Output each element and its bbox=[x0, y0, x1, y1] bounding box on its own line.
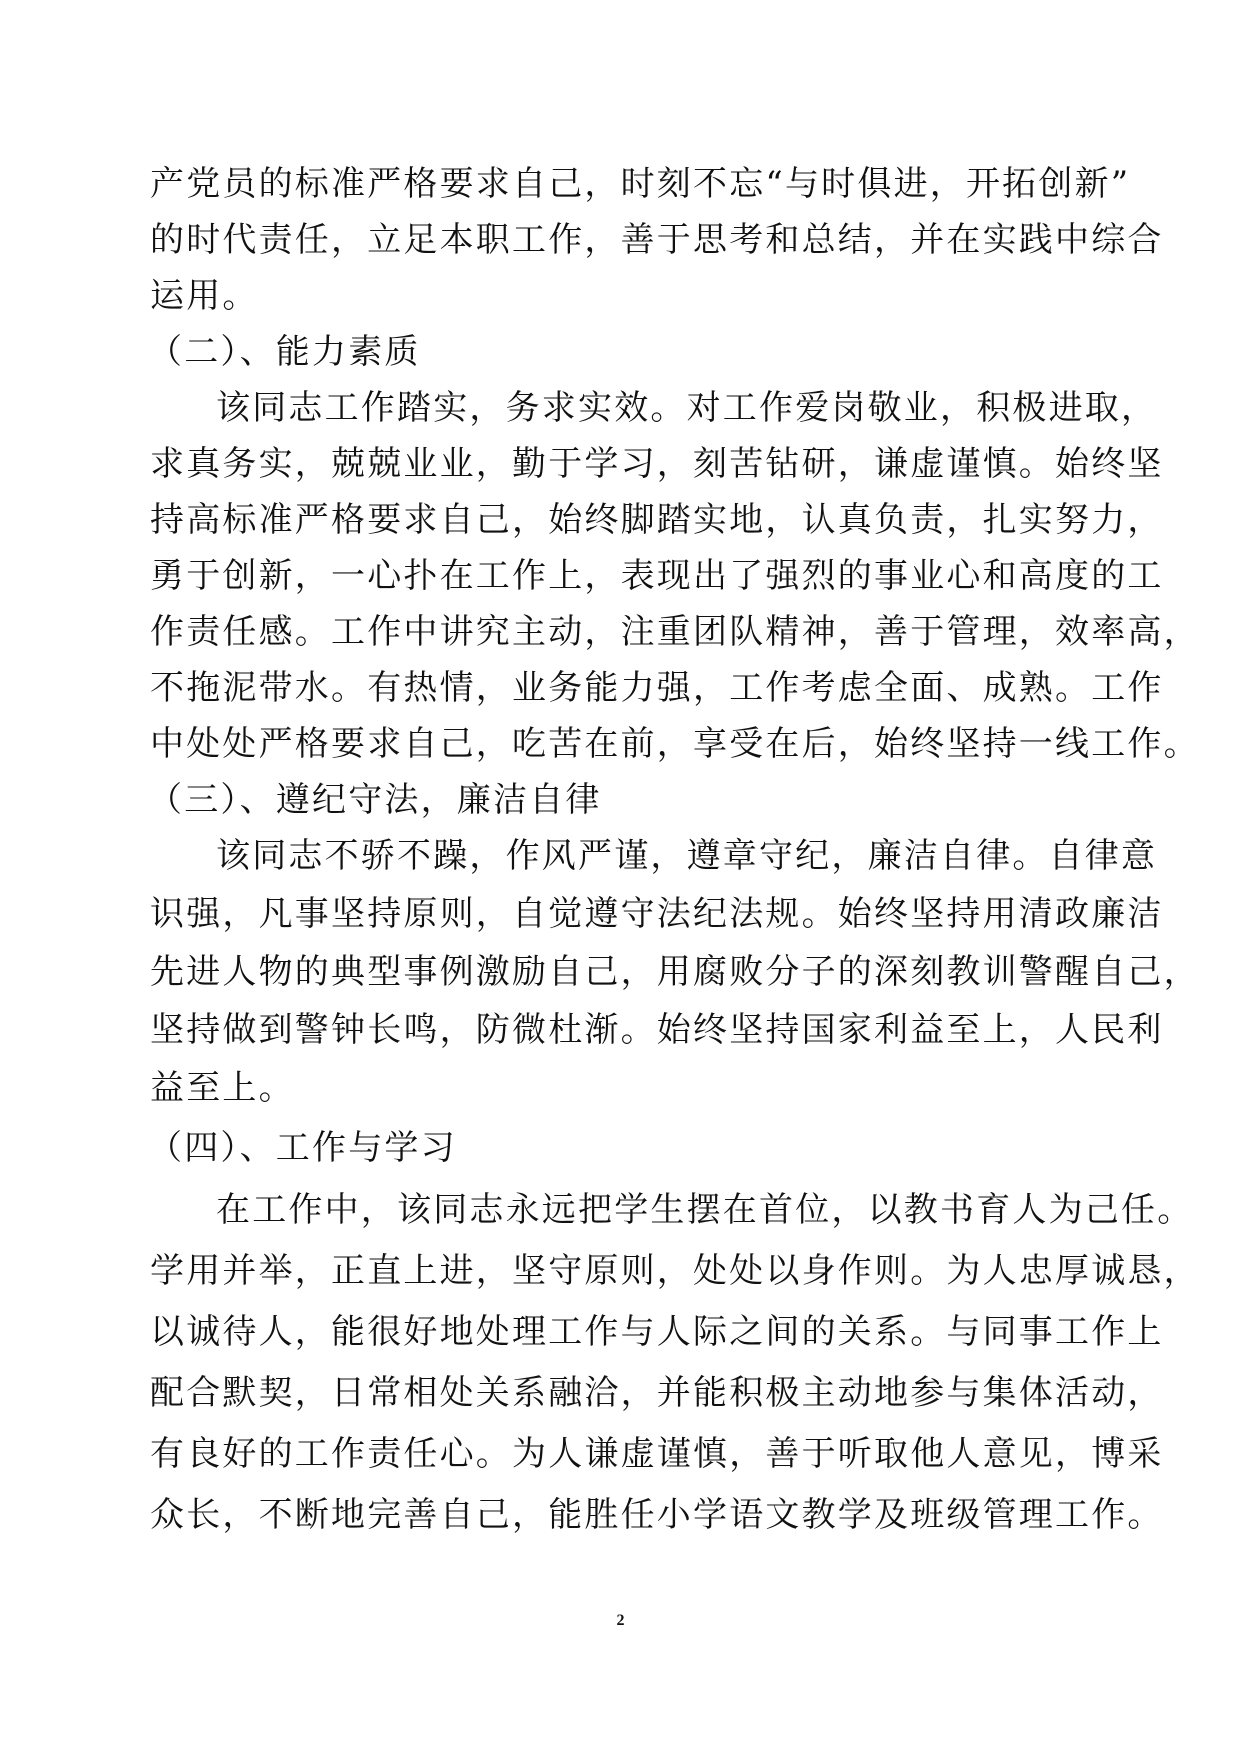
paragraph-first-line: 该同志不骄不躁，作风严谨，遵章守纪，廉洁自律。自律意 bbox=[216, 836, 1158, 876]
body-text-line: 以诚待人，能很好地处理工作与人际之间的关系。与同事工作上 bbox=[150, 1312, 1164, 1352]
paragraph-first-line: 在工作中，该同志永远把学生摆在首位，以教书育人为己任。 bbox=[216, 1190, 1194, 1230]
page-number: 2 bbox=[616, 1612, 625, 1629]
body-text-line: 中处处严格要求自己，吃苦在前，享受在后，始终坚持一线工作。 bbox=[150, 724, 1200, 764]
body-text-line: 作责任感。工作中讲究主动，注重团队精神，善于管理，效率高， bbox=[150, 612, 1200, 652]
body-text-line: 坚持做到警钟长鸣，防微杜渐。始终坚持国家利益至上，人民利 bbox=[150, 1010, 1164, 1050]
body-text-line: 配合默契，日常相处关系融洽，并能积极主动地参与集体活动， bbox=[150, 1373, 1164, 1413]
section-heading-discipline: （三）、遵纪守法，廉洁自律 bbox=[148, 780, 602, 820]
body-text-line: 先进人物的典型事例激励自己，用腐败分子的深刻教训警醒自己， bbox=[150, 952, 1200, 992]
body-text-line: 求真务实，兢兢业业，勤于学习，刻苦钻研，谦虚谨慎。始终坚 bbox=[150, 444, 1164, 484]
body-text-line: 持高标准严格要求自己，始终脚踏实地，认真负责，扎实努力， bbox=[150, 500, 1164, 540]
section-heading-ability: （二）、能力素质 bbox=[148, 332, 421, 372]
body-text-line: 运用。 bbox=[150, 276, 259, 316]
body-text-line: 益至上。 bbox=[150, 1068, 295, 1108]
body-text-line: 产党员的标准严格要求自己，时刻不忘“与时俱进，开拓创新” bbox=[150, 164, 1131, 204]
paragraph-first-line: 该同志工作踏实，务求实效。对工作爱岗敬业，积极进取， bbox=[216, 388, 1158, 428]
body-text-line: 识强，凡事坚持原则，自觉遵守法纪法规。始终坚持用清政廉洁 bbox=[150, 894, 1164, 934]
body-text-line: 的时代责任，立足本职工作，善于思考和总结，并在实践中综合 bbox=[150, 220, 1164, 260]
body-text-line: 众长，不断地完善自己，能胜任小学语文教学及班级管理工作。 bbox=[150, 1495, 1164, 1535]
body-text-line: 不拖泥带水。有热情，业务能力强，工作考虑全面、成熟。工作 bbox=[150, 668, 1164, 708]
body-text-line: 有良好的工作责任心。为人谦虚谨慎，善于听取他人意见，博采 bbox=[150, 1434, 1164, 1474]
body-text-line: 勇于创新，一心扑在工作上，表现出了强烈的事业心和高度的工 bbox=[150, 556, 1164, 596]
section-heading-work-study: （四）、工作与学习 bbox=[148, 1128, 457, 1168]
body-text-line: 学用并举，正直上进，坚守原则，处处以身作则。为人忠厚诚恳， bbox=[150, 1251, 1200, 1291]
